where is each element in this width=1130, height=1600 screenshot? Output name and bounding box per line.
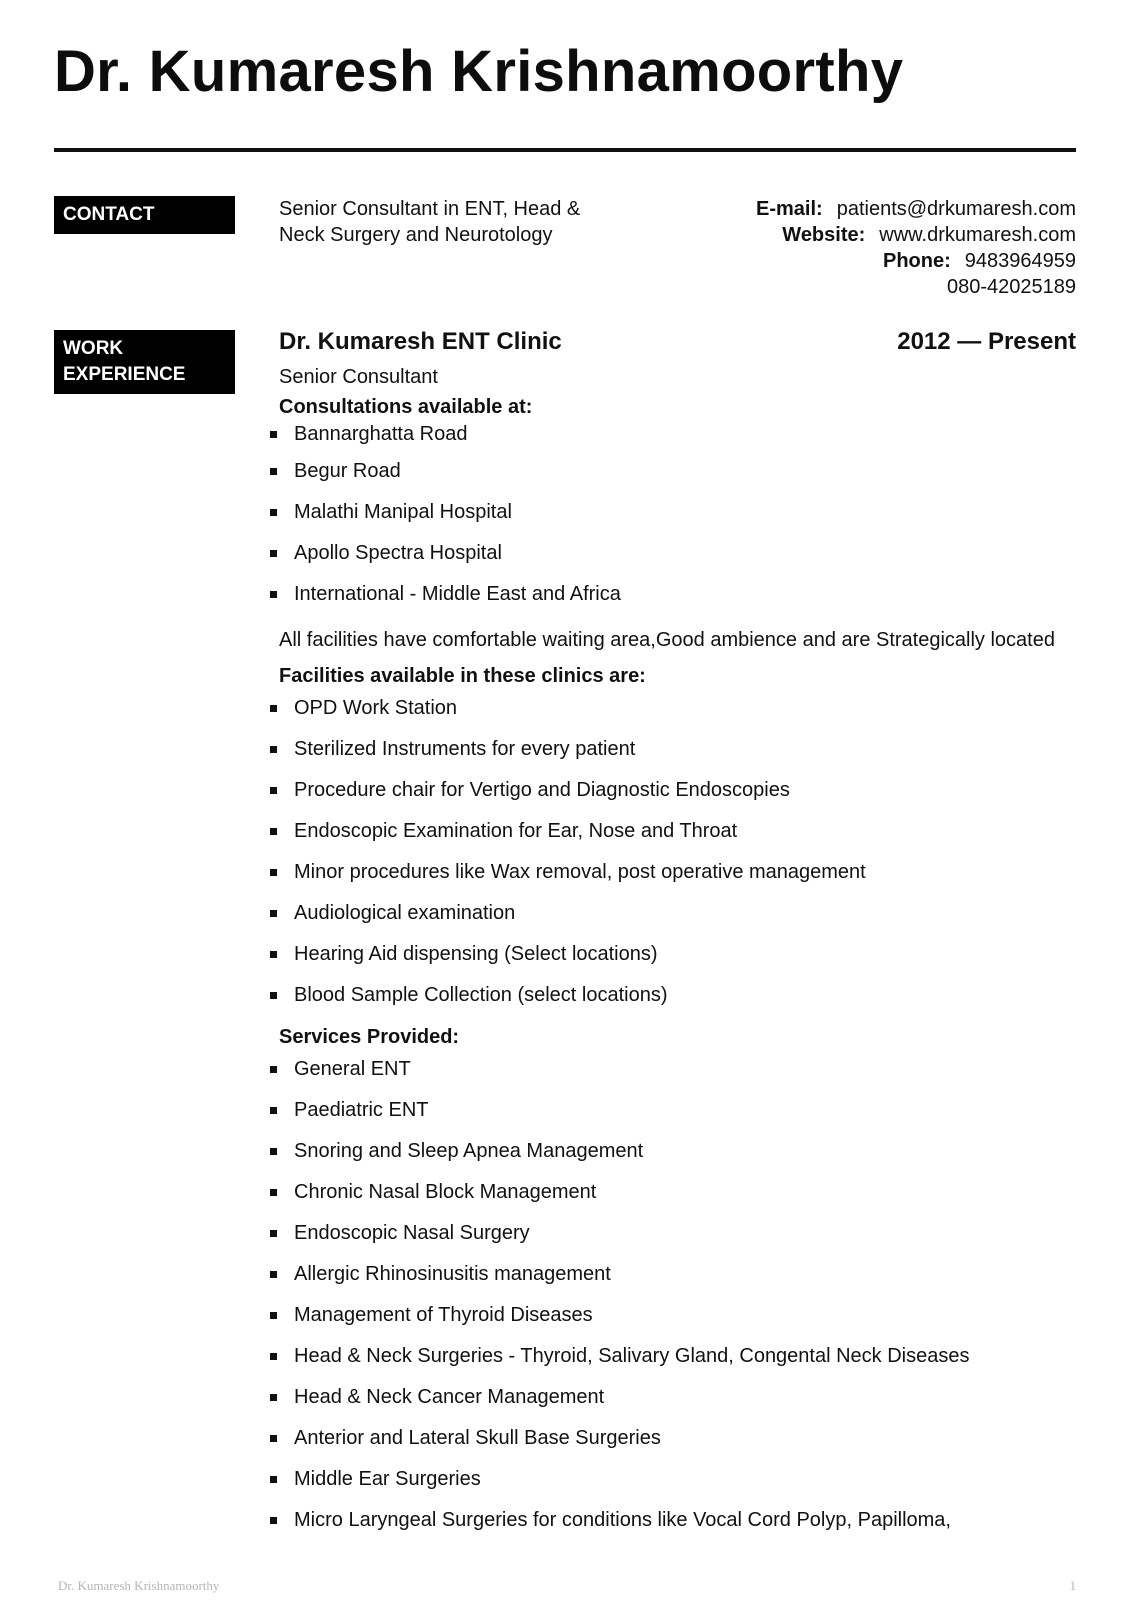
list-item: Apollo Spectra Hospital xyxy=(279,538,1079,579)
phone-row-2 xyxy=(756,274,1076,300)
title-divider xyxy=(54,148,1076,152)
list-item: Hearing Aid dispensing (Select locations) xyxy=(279,939,1079,980)
services-list xyxy=(279,1054,1079,1546)
work-experience-section-label xyxy=(54,330,235,394)
work-label-line-1: WORK xyxy=(63,338,124,359)
list-item: Malathi Manipal Hospital xyxy=(279,497,1079,538)
consultations-heading: Consultations available at: xyxy=(279,396,533,418)
job-organization: Dr. Kumaresh ENT Clinic xyxy=(279,328,562,355)
list-item: Head & Neck Surgeries - Thyroid, Salivary Gland, Congental Neck Diseases xyxy=(279,1341,1079,1382)
contact-section-label xyxy=(54,196,235,234)
website-label: Website: xyxy=(782,224,866,246)
job-header xyxy=(279,328,1076,360)
list-item: Endoscopic Examination for Ear, Nose and Throat xyxy=(279,816,1079,857)
facilities-note: All facilities have comfortable waiting area,Good ambience and are Strategically located xyxy=(279,629,1055,651)
job-dates: 2012 — Present xyxy=(897,328,1076,355)
list-item: Endoscopic Nasal Surgery xyxy=(279,1218,1079,1259)
list-item: Anterior and Lateral Skull Base Surgeries xyxy=(279,1423,1079,1464)
list-item: Sterilized Instruments for every patient xyxy=(279,734,1079,775)
list-item: Chronic Nasal Block Management xyxy=(279,1177,1079,1218)
list-item: Blood Sample Collection (select locations) xyxy=(279,980,1079,1021)
list-item: Management of Thyroid Diseases xyxy=(279,1300,1079,1341)
list-item: OPD Work Station xyxy=(279,693,1079,734)
list-item: Micro Laryngeal Surgeries for conditions like Vocal Cord Polyp, Papilloma, xyxy=(279,1505,1079,1546)
list-item: Begur Road xyxy=(279,456,1079,497)
list-item: International - Middle East and Africa xyxy=(279,579,1079,620)
page-title: Dr. Kumaresh Krishnamoorthy xyxy=(54,39,904,104)
role-description xyxy=(279,196,609,248)
footer-name: Dr. Kumaresh Krishnamoorthy xyxy=(58,1578,220,1593)
list-item: Middle Ear Surgeries xyxy=(279,1464,1079,1505)
role-line-1: Senior Consultant in ENT, Head & xyxy=(279,198,581,220)
list-item: Audiological examination xyxy=(279,898,1079,939)
role-line-2: Neck Surgery and Neurotology xyxy=(279,224,553,246)
facilities-list xyxy=(279,693,1079,1021)
list-item: Paediatric ENT xyxy=(279,1095,1079,1136)
services-heading: Services Provided: xyxy=(279,1026,460,1048)
list-item: Procedure chair for Vertigo and Diagnostic Endoscopies xyxy=(279,775,1079,816)
list-item: Bannarghatta Road xyxy=(279,423,1079,456)
email-row xyxy=(756,196,1076,222)
website-row xyxy=(756,222,1076,248)
phone-row xyxy=(756,248,1076,274)
list-item: Minor procedures like Wax removal, post operative management xyxy=(279,857,1079,898)
contact-label-text: CONTACT xyxy=(63,204,155,225)
phone-value-1: 9483964959 xyxy=(964,250,1076,272)
phone-label: Phone: xyxy=(882,250,951,272)
job-position: Senior Consultant xyxy=(279,366,438,388)
email-label: E-mail: xyxy=(756,198,823,220)
footer-page-number: 1 xyxy=(1069,1578,1076,1593)
list-item: General ENT xyxy=(279,1054,1079,1095)
website-value[interactable]: www.drkumaresh.com xyxy=(879,224,1076,246)
phone-value-2: 080-42025189 xyxy=(946,276,1076,298)
email-value[interactable]: patients@drkumaresh.com xyxy=(836,198,1076,220)
job-details xyxy=(279,363,1079,1546)
list-item: Snoring and Sleep Apnea Management xyxy=(279,1136,1079,1177)
contact-details xyxy=(756,196,1076,300)
list-item: Allergic Rhinosinusitis management xyxy=(279,1259,1079,1300)
facilities-heading: Facilities available in these clinics are: xyxy=(279,665,646,687)
consultation-locations-list xyxy=(279,423,1079,620)
work-label-line-2: EXPERIENCE xyxy=(63,364,186,385)
list-item: Head & Neck Cancer Management xyxy=(279,1382,1079,1423)
